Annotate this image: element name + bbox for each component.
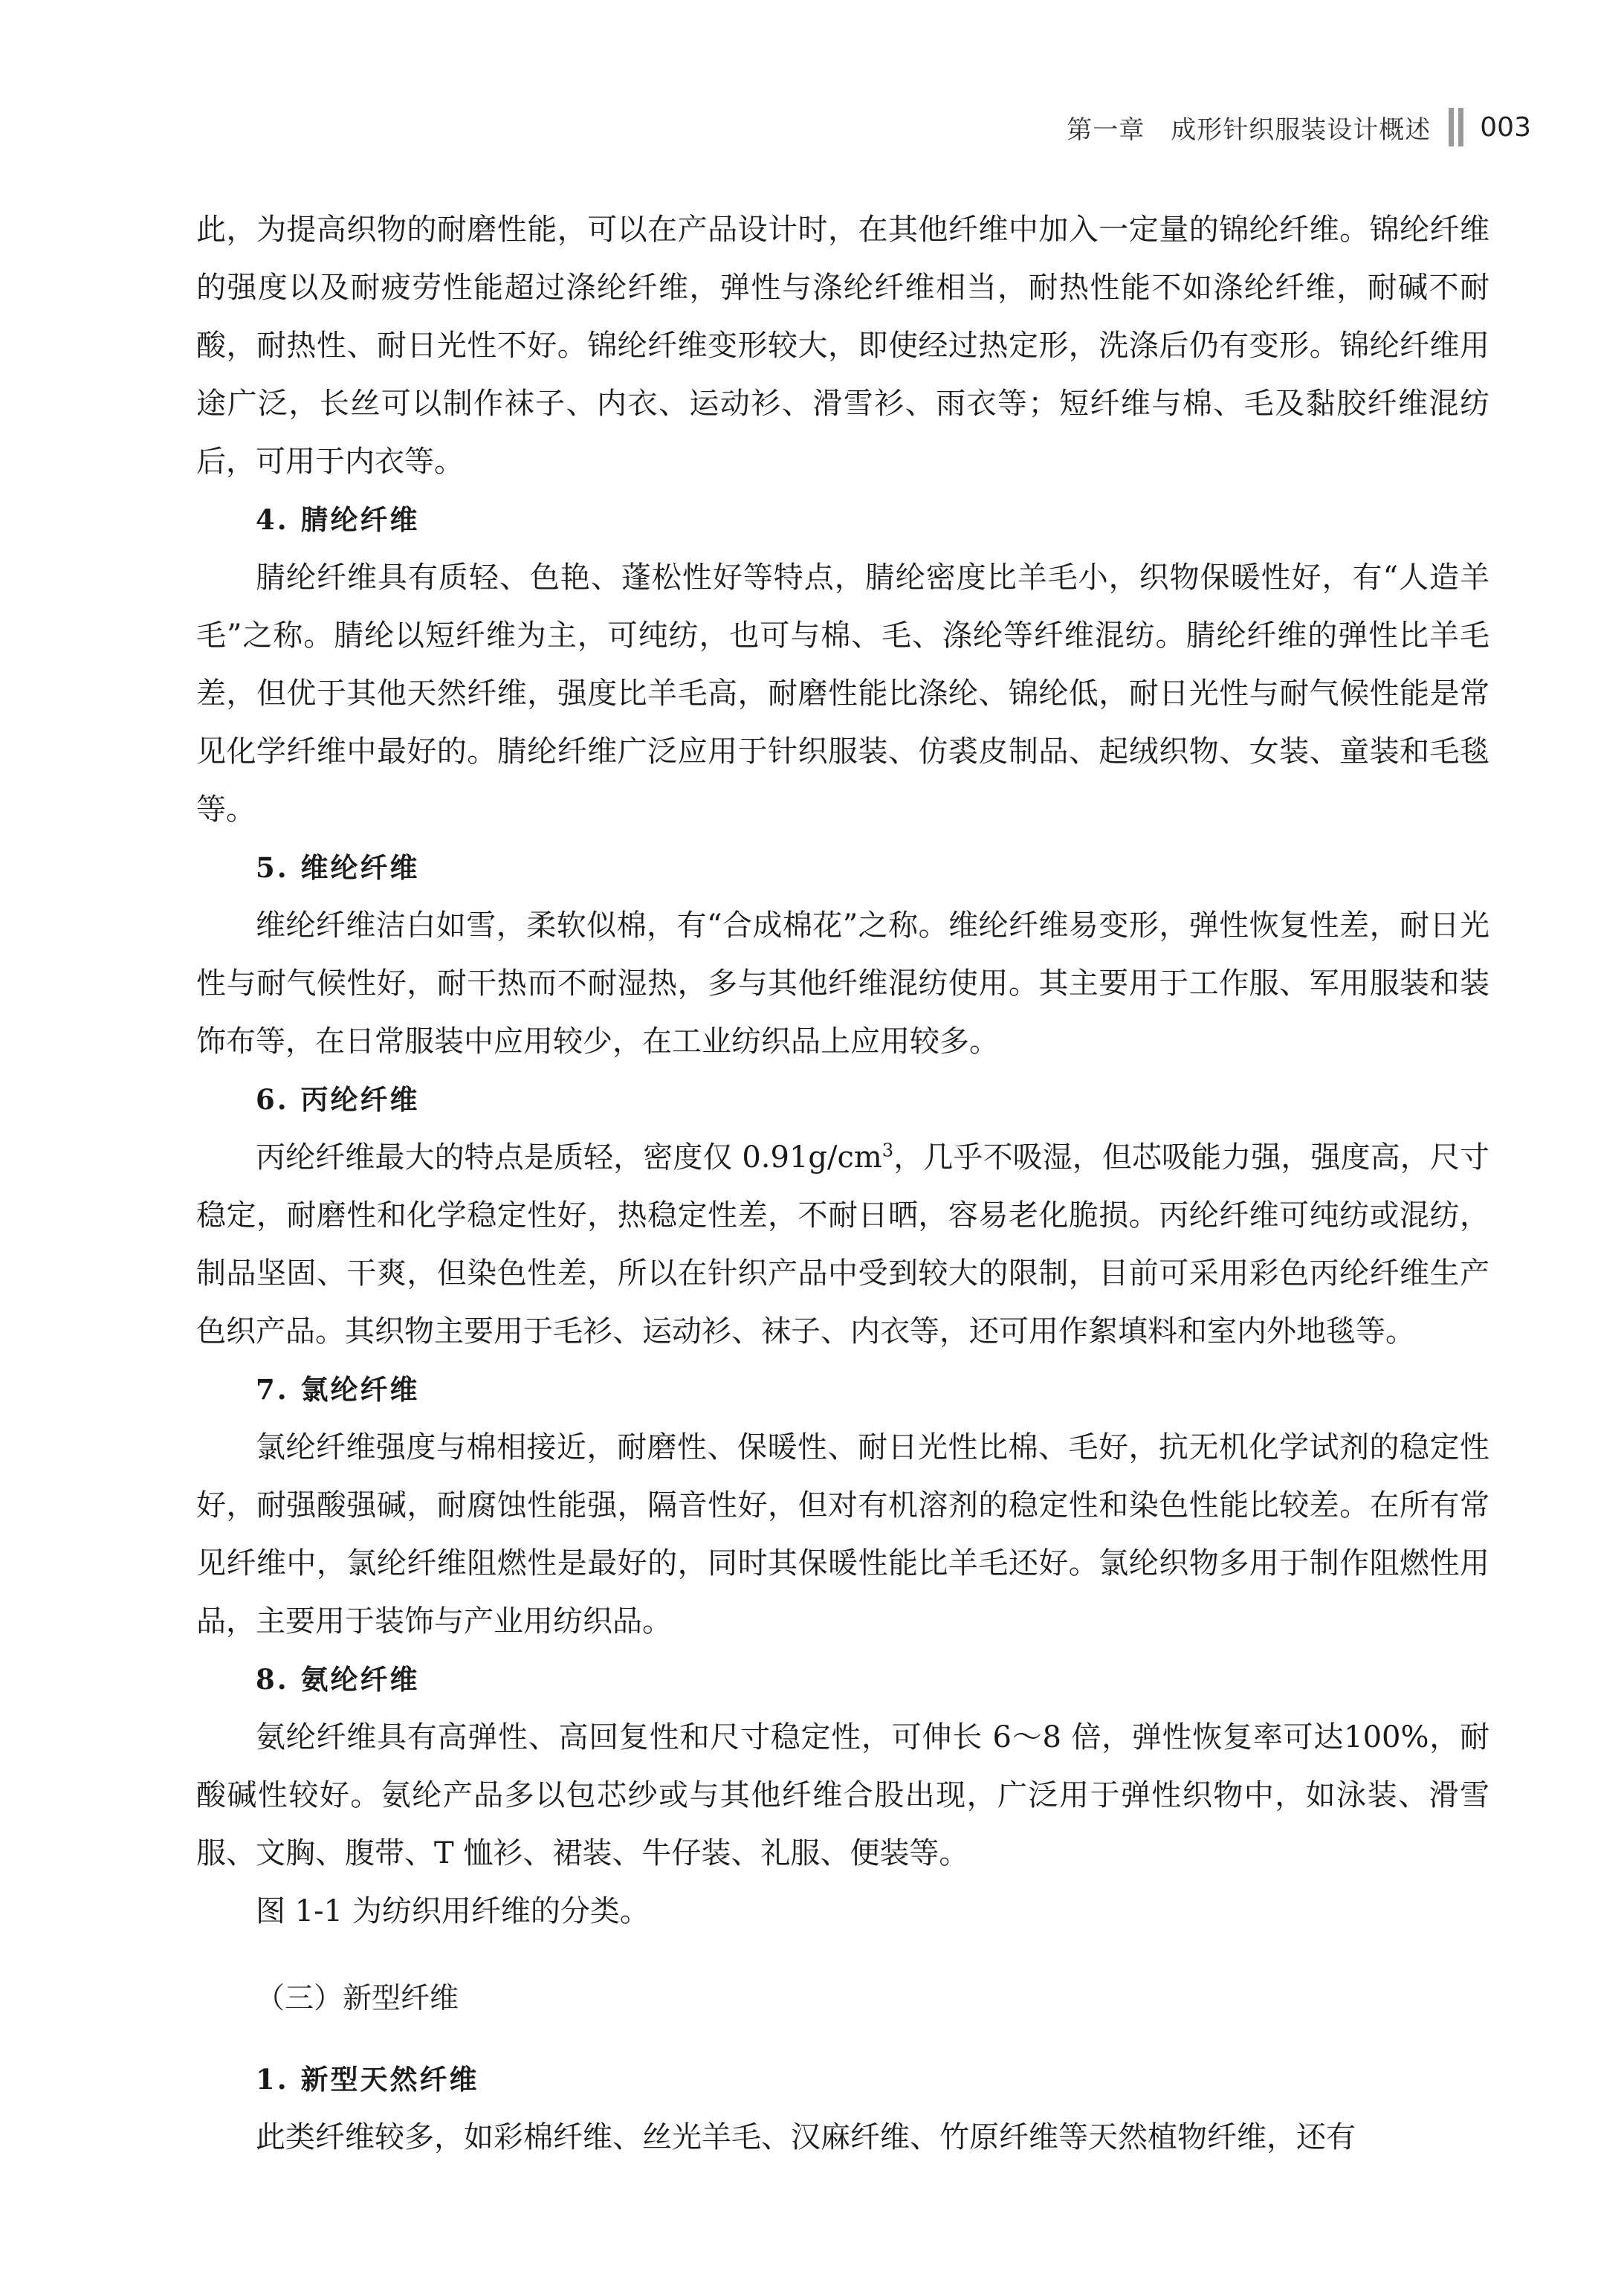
paragraph-new-natural-fibers: 此类纤维较多，如彩棉纤维、丝光羊毛、汉麻纤维、竹原纤维等天然植物纤维，还有 xyxy=(256,2120,1356,2154)
paragraph-intro: 此，为提高织物的耐磨性能，可以在产品设计时，在其他纤维中加入一定量的锦纶纤维。锦纶纤维的强度以及耐疲劳性能超过涤纶纤维，弹性与涤纶纤维相当，耐热性能不如涤纶纤维，耐碱不耐酸，耐热性、耐日光性不好。锦纶纤维变形较大，即使经过热定形，洗涤后仍有变形。锦纶纤维用途广泛，长丝可以制作袜子、内衣、运动衫、滑雪衫、雨衣等；短纤维与棉、毛及黏胶纤维混纺后，可用于内衣等。 xyxy=(196,213,1489,479)
paragraph-chlorofiber: 氯纶纤维强度与棉相接近，耐磨性、保暖性、耐日光性比棉、毛好，抗无机化学试剂的稳定性好，耐强酸强碱，耐腐蚀性能强，隔音性好，但对有机溶剂的稳定性和染色性能比较差。在所有常见纤维中，氯纶纤维阻燃性是最好的，同时其保暖性能比羊毛还好。氯纶织物多用于制作阻燃性用品，主要用于装饰与产业用纺织品。 xyxy=(196,1430,1489,1638)
page-body xyxy=(196,201,1489,2166)
section-heading-new-fibers: （三）新型纤维 xyxy=(256,1982,459,2015)
paragraph-polypropylene-part2: ，几乎不吸湿，但芯吸能力强，强度高，尺寸稳定，耐磨性和化学稳定性好，热稳定性差，不耐日晒，容易老化脆损。丙纶纤维可纯纺或混纺，制品坚固、干爽，但染色性差，所以在针织产品中受到较大的限制，目前可采用彩色丙纶纤维生产色织产品。其织物主要用于毛衫、运动衫、袜子、内衣等，还可用作絮填料和室内外地毯等。 xyxy=(196,1140,1489,1349)
heading-spandex: 8. 氨纶纤维 xyxy=(256,1663,420,1696)
heading-vinylon: 5. 维纶纤维 xyxy=(256,851,420,884)
heading-polypropylene: 6. 丙纶纤维 xyxy=(256,1083,420,1116)
paragraph-figure-ref: 图 1-1 为纺织用纤维的分类。 xyxy=(256,1894,650,1928)
paragraph-acrylic: 腈纶纤维具有质轻、色艳、蓬松性好等特点，腈纶密度比羊毛小，织物保暖性好，有“人造羊毛”之称。腈纶以短纤维为主，可纯纺，也可与棉、毛、涤纶等纤维混纺。腈纶纤维的弹性比羊毛差，但优于其他天然纤维，强度比羊毛高，耐磨性能比涤纶、锦纶低，耐日光性与耐气候性能是常见化学纤维中最好的。腈纶纤维广泛应用于针织服装、仿裘皮制品、起绒织物、女装、童装和毛毯等。 xyxy=(196,561,1489,827)
paragraph-polypropylene xyxy=(196,1128,1489,1360)
header-divider xyxy=(1449,108,1463,146)
running-header xyxy=(1067,108,1531,146)
superscript-3: 3 xyxy=(881,1140,894,1161)
paragraph-polypropylene-part1: 丙纶纤维最大的特点是质轻，密度仅 0.91g/cm xyxy=(256,1140,882,1175)
heading-new-natural-fibers: 1. 新型天然纤维 xyxy=(256,2063,479,2096)
page-number: 003 xyxy=(1480,112,1531,143)
heading-acrylic: 4. 腈纶纤维 xyxy=(256,503,420,536)
heading-chlorofiber: 7. 氯纶纤维 xyxy=(256,1373,420,1406)
paragraph-spandex: 氨纶纤维具有高弹性、高回复性和尺寸稳定性，可伸长 6～8 倍，弹性恢复率可达100%，耐酸碱性较好。氨纶产品多以包芯纱或与其他纤维合股出现，广泛用于弹性织物中，如泳装、滑雪服、文胸、腹带、T 恤衫、裙装、牛仔装、礼服、便装等。 xyxy=(196,1720,1489,1870)
chapter-title: 第一章 成形针织服装设计概述 xyxy=(1067,114,1431,145)
paragraph-vinylon: 维纶纤维洁白如雪，柔软似棉，有“合成棉花”之称。维纶纤维易变形，弹性恢复性差，耐日光性与耐气候性好，耐干热而不耐湿热，多与其他纤维混纺使用。其主要用于工作服、军用服装和装饰布等，在日常服装中应用较少，在工业纺织品上应用较多。 xyxy=(196,908,1489,1059)
